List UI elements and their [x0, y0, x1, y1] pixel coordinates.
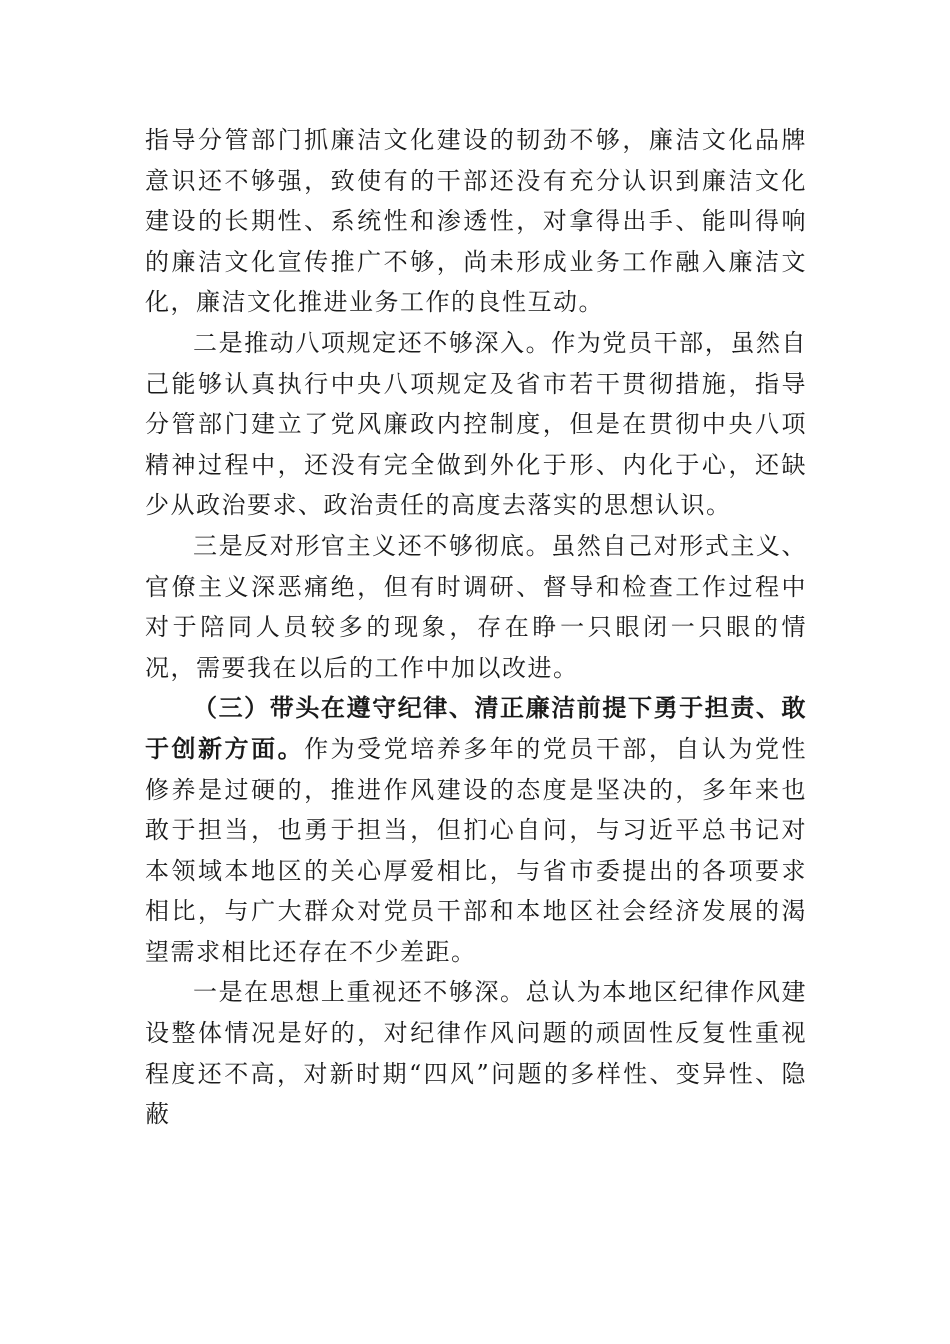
document-page [145, 120, 807, 1135]
paragraph-4 [145, 688, 807, 972]
paragraph-2: 二是推动八项规定还不够深入。作为党员干部，虽然自己能够认真执行中央八项规定及省市若干贯彻措施，指导分管部门建立了党风廉政内控制度，但是在贯彻中央八项精神过程中，还没有完全做到外化于形、内化于心，还缺少从政治要求、政治责任的高度去落实的思想认识。 [145, 328, 807, 520]
paragraph-3: 三是反对形官主义还不够彻底。虽然自己对形式主义、官僚主义深恶痛绝，但有时调研、督导和检查工作过程中对于陪同人员较多的现象，存在睁一只眼闭一只眼的情况，需要我在以后的工作中加以改进。 [145, 531, 807, 682]
paragraph-1: 指导分管部门抓廉洁文化建设的韧劲不够，廉洁文化品牌意识还不够强，致使有的干部还没有充分认识到廉洁文化建设的长期性、系统性和渗透性，对拿得出手、能叫得响的廉洁文化宣传推广不够，尚未形成业务工作融入廉洁文化，廉洁文化推进业务工作的良性互动。 [145, 126, 807, 317]
paragraph-5: 一是在思想上重视还不够深。总认为本地区纪律作风建设整体情况是好的，对纪律作风问题的顽固性反复性重视程度还不高，对新时期“四风”问题的多样性、变异性、隐蔽 [145, 978, 807, 1129]
paragraph-4-body: 作为受党培养多年的党员干部，自认为党性修养是过硬的，推进作风建设的态度是坚决的，多年来也敢于担当，也勇于担当，但扪心自问，与习近平总书记对本领域本地区的关心厚爱相比，与省市委提出的各项要求相比，与广大群众对党员干部和本地区社会经济发展的渴望需求相比还存在不少差距。 [145, 734, 807, 966]
section-heading: （三）带头在遵守纪律、清正廉洁前提下勇于担责、敢于创新方面。 [145, 694, 807, 763]
